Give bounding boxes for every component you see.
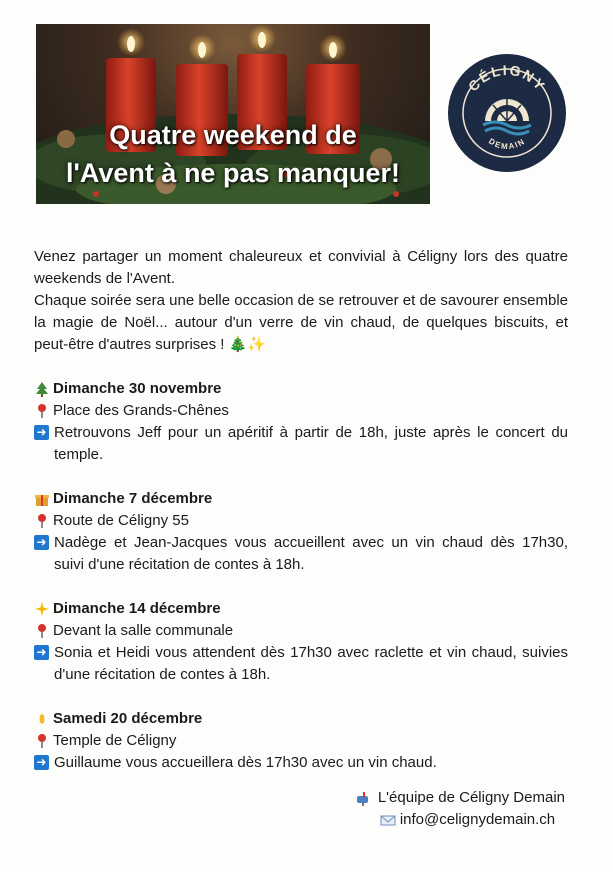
round-pushpin-icon: [34, 513, 50, 529]
event-date: Samedi 20 décembre: [53, 710, 203, 727]
event-place: Route de Céligny 55: [53, 512, 189, 529]
signature-email-line: [356, 809, 565, 831]
hero-banner: [36, 24, 430, 204]
event-place-line: [34, 730, 568, 752]
celigny-demain-logo: [447, 53, 567, 173]
intro-paragraph-2: Chaque soirée sera une belle occasion de se retrouver et de savourer ensemble la magie de Noël... autour d'un verre de vin chaud, de quelques biscuits, et peut-être d'autres surprises ! 🎄✨: [34, 292, 568, 353]
signature-team: L'équipe de Céligny Demain: [377, 789, 565, 806]
logo-text-top: CÉLIGNY: [464, 61, 550, 95]
event-item: [34, 598, 568, 686]
event-place-line: [34, 620, 568, 642]
event-details: Nadège et Jean-Jacques vous accueillent avec un vin chaud dès 17h30, suivi d'une récitation de contes à 18h.: [54, 534, 568, 573]
signature-team-line: [356, 787, 565, 809]
round-pushpin-icon: [34, 733, 50, 749]
event-details: Sonia et Heidi vous attendent dès 17h30 avec raclette et vin chaud, suivies d'une récitation de contes à 18h.: [54, 644, 568, 683]
envelope-icon: [380, 812, 396, 828]
event-place-line: [34, 510, 568, 532]
intro-paragraph-1: Venez partager un moment chaleureux et convivial à Céligny lors des quatre weekends de l'Avent.: [34, 248, 568, 287]
event-details-line: [34, 642, 568, 686]
title-line-1: Quatre weekend de: [109, 120, 357, 150]
flyer-content: [34, 246, 568, 796]
title-line-2: l'Avent à ne pas manquer!: [65, 158, 400, 188]
event-date-line: [34, 488, 568, 510]
right-arrow-icon: ➜: [34, 645, 49, 660]
event-date: Dimanche 30 novembre: [53, 380, 222, 397]
right-arrow-icon: ➜: [34, 755, 49, 770]
right-arrow-icon: ➜: [34, 425, 49, 440]
signature-email[interactable]: info@celignydemain.ch: [399, 811, 556, 828]
signature-block: [356, 787, 565, 831]
round-pushpin-icon: [34, 403, 50, 419]
event-details-line: [34, 422, 568, 466]
event-date-line: [34, 598, 568, 620]
event-item: [34, 378, 568, 466]
intro-section: [34, 246, 568, 356]
sparkles-icon: [34, 601, 50, 617]
right-arrow-icon: ➜: [34, 535, 49, 550]
event-place: Temple de Céligny: [53, 732, 177, 749]
round-pushpin-icon: [34, 623, 50, 639]
christmas-tree-icon: [34, 381, 50, 397]
event-date: Dimanche 14 décembre: [53, 600, 221, 617]
event-details: Retrouvons Jeff pour un apéritif à partir de 18h, juste après le concert du temple.: [54, 424, 568, 463]
event-place-line: [34, 400, 568, 422]
event-details: Guillaume vous accueillera dès 17h30 avec un vin chaud.: [54, 754, 437, 771]
logo-text-bottom: DEMAIN: [487, 136, 527, 152]
candle-icon: [34, 711, 50, 727]
event-date: Dimanche 7 décembre: [53, 490, 213, 507]
event-details-line: [34, 752, 568, 774]
event-place: Devant la salle communale: [53, 622, 234, 639]
gift-icon: [34, 491, 50, 507]
mailbox-icon: [356, 790, 372, 806]
event-item: [34, 488, 568, 576]
event-item: [34, 708, 568, 774]
event-details-line: [34, 532, 568, 576]
event-date-line: [34, 708, 568, 730]
page-title: [36, 116, 430, 192]
event-date-line: [34, 378, 568, 400]
event-place: Place des Grands-Chênes: [53, 402, 229, 419]
